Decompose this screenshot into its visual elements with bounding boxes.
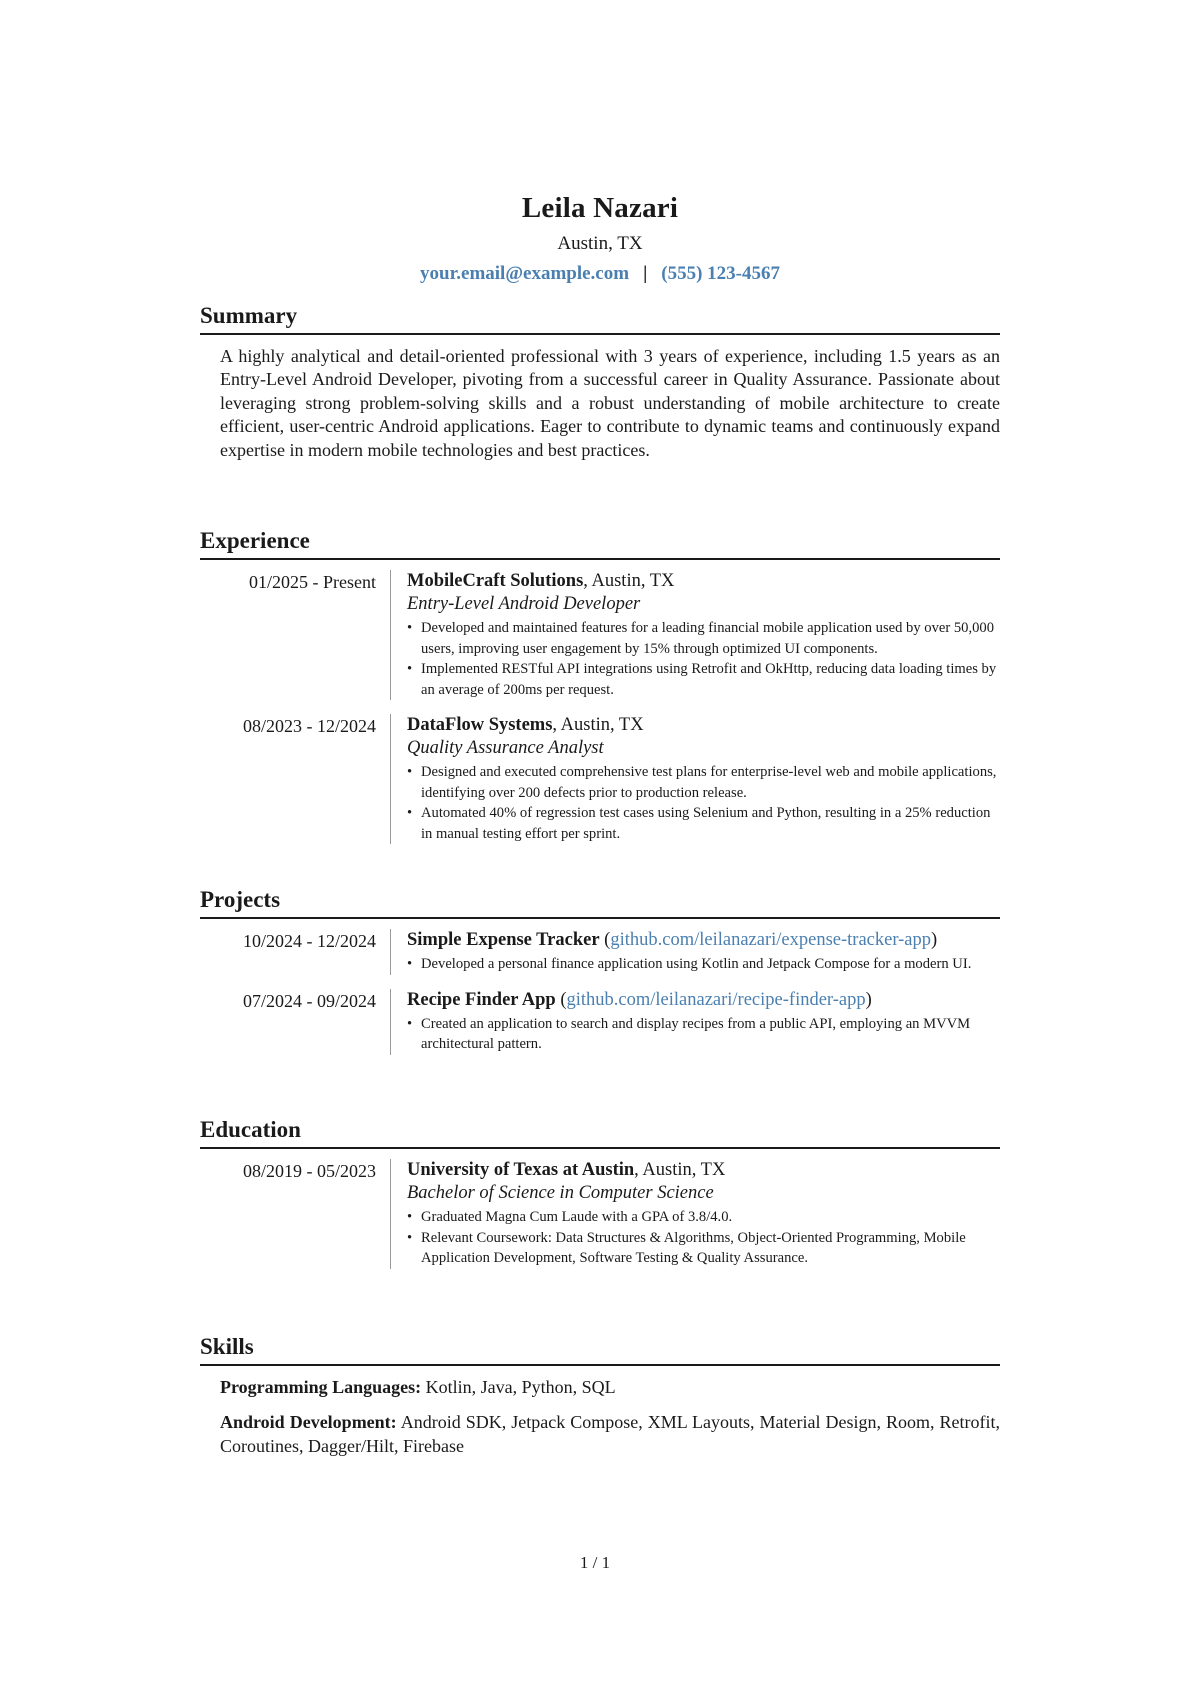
bullet-item: • Relevant Coursework: Data Structures & Algorithms, Object-Oriented Programming, Mobile Application Development, Software Testing & Quality Assurance.: [407, 1228, 1000, 1269]
experience-section: [200, 527, 1000, 844]
project-link[interactable]: github.com/leilanazari/expense-tracker-app: [610, 930, 931, 950]
summary-text: A highly analytical and detail-oriented professional with 3 years of experience, including 1.5 years as an Entry-Level Android Developer, pivoting from a successful career in Quality Assurance. Passionate about leveraging strong problem-solving skills and a robust understanding of mobile architecture to create efficient, user-centric Android applications. Eager to contribute to dynamic teams and continuously expand expertise in modern mobile technologies and best practices.: [220, 346, 1000, 460]
company-location: , Austin, TX: [552, 715, 644, 735]
bullet-list: [407, 954, 1000, 975]
summary-section: [200, 302, 1000, 462]
entry-body: [390, 989, 1000, 1055]
bullet-item: • Graduated Magna Cum Laude with a GPA of 3.8/4.0.: [407, 1207, 1000, 1228]
project-name: Simple Expense Tracker: [407, 930, 600, 950]
entry-body: [390, 929, 1000, 975]
contact-line: [200, 262, 1000, 286]
entry-heading: [407, 570, 1000, 593]
skills-section: [200, 1333, 1000, 1458]
page-number: 1 / 1: [579, 1553, 611, 1572]
entry-body: [390, 714, 1000, 844]
degree: Bachelor of Science in Computer Science: [407, 1183, 714, 1203]
entry-date: 01/2025 - Present: [249, 572, 376, 592]
job-title: Quality Assurance Analyst: [407, 738, 604, 758]
bullet-list: [407, 1207, 1000, 1269]
company-location: , Austin, TX: [583, 571, 675, 591]
experience-entry: [200, 714, 1000, 844]
skill-value: Kotlin, Java, Python, SQL: [421, 1377, 616, 1397]
entry-heading: [407, 1159, 1000, 1182]
section-title-skills: Skills: [200, 1333, 1000, 1366]
phone-link[interactable]: (555) 123-4567: [661, 263, 780, 284]
candidate-location: Austin, TX: [557, 233, 643, 254]
section-title-projects: Projects: [200, 886, 1000, 919]
experience-entry: [200, 570, 1000, 700]
entry-date: 10/2024 - 12/2024: [243, 931, 376, 951]
entry-body: [390, 570, 1000, 700]
project-name: Recipe Finder App: [407, 989, 556, 1010]
project-link[interactable]: github.com/leilanazari/recipe-finder-app: [566, 989, 866, 1010]
email-link[interactable]: your.email@example.com: [420, 263, 630, 284]
bullet-item: • Created an application to search and display recipes from a public API, employing an MVVM architectural pattern.: [407, 1014, 1000, 1055]
resume-header: [200, 190, 1000, 286]
entry-heading: Simple Expense Tracker (github.com/leilanazari/expense-tracker-app): [407, 930, 938, 950]
company-name: DataFlow Systems: [407, 715, 553, 735]
section-title-education: Education: [200, 1116, 1000, 1149]
company-name: MobileCraft Solutions: [407, 571, 584, 591]
entry-date: 07/2024 - 09/2024: [243, 990, 376, 1011]
project-entry: [200, 929, 1000, 975]
job-title: Entry-Level Android Developer: [407, 594, 641, 614]
skill-label: Programming Languages:: [220, 1377, 422, 1397]
bullet-list: [407, 762, 1000, 844]
section-title-summary: Summary: [200, 302, 1000, 335]
candidate-name: Leila Nazari: [521, 192, 679, 224]
school-location: , Austin, TX: [634, 1160, 726, 1180]
bullet-item: • Developed a personal finance application using Kotlin and Jetpack Compose for a modern UI.: [407, 954, 1000, 975]
entry-date: 08/2019 - 05/2023: [243, 1161, 376, 1181]
contact-separator: |: [643, 263, 648, 284]
skill-value: Android SDK, Jetpack Compose, XML Layouts, Material Design, Room, Retrofit, Coroutines, Dagger/Hilt, Firebase: [220, 1412, 1001, 1456]
skill-label: Android Development:: [220, 1412, 397, 1433]
education-entry: [200, 1159, 1000, 1269]
project-entry: [200, 989, 1000, 1055]
bullet-list: [407, 1014, 1000, 1055]
entry-date: 08/2023 - 12/2024: [243, 716, 376, 736]
school-name: University of Texas at Austin: [407, 1160, 635, 1180]
entry-body: [390, 1159, 1000, 1269]
bullet-item: • Implemented RESTful API integrations using Retrofit and OkHttp, reducing data loading times by an average of 200ms per request.: [407, 659, 1000, 700]
bullet-item: • Developed and maintained features for a leading financial mobile application used by over 50,000 users, improving user engagement by 15% through optimized UI components.: [407, 618, 1000, 659]
projects-section: [200, 886, 1000, 1055]
education-section: [200, 1116, 1000, 1269]
bullet-list: [407, 618, 1000, 700]
bullet-item: • Automated 40% of regression test cases using Selenium and Python, resulting in a 25% reduction in manual testing effort per sprint.: [407, 803, 1000, 844]
section-title-experience: Experience: [200, 527, 1000, 560]
entry-heading: [407, 714, 1000, 737]
skill-line: [220, 1376, 1000, 1399]
skill-line: [220, 1411, 1000, 1458]
bullet-item: • Designed and executed comprehensive test plans for enterprise-level web and mobile applications, identifying over 200 defects prior to production release.: [407, 762, 1000, 803]
entry-heading: Recipe Finder App (github.com/leilanazari/recipe-finder-app): [407, 989, 872, 1010]
